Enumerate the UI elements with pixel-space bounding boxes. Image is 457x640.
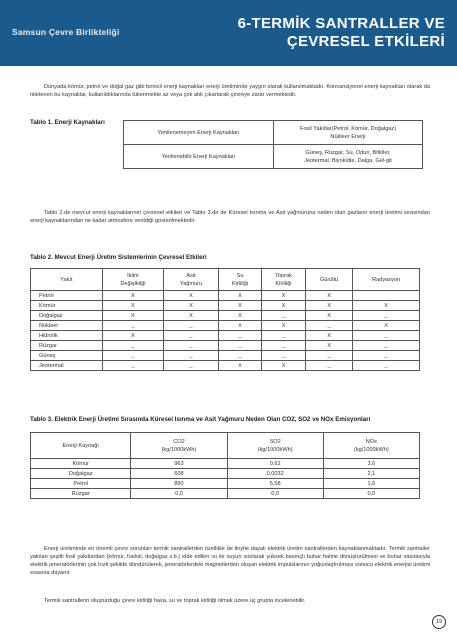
header-line: Kirliliği [231, 280, 249, 287]
cell-line: Güneş, Rüzgar, Su, Odun, Bitkiler, [305, 149, 391, 156]
table-cell: _ [353, 331, 420, 341]
table-cell: 890 [131, 479, 227, 489]
table1-caption: Tablo 1. Enerji Kaynakları [30, 119, 105, 126]
table-cell: 0,0 [323, 489, 419, 499]
row-label: Rüzgar [31, 489, 131, 499]
table-cell: X [306, 341, 353, 351]
table-cell: 0,0032 [227, 469, 323, 479]
table-cell: X [219, 291, 262, 301]
header-line: (kg/1000kWh) [257, 446, 293, 453]
header-line: Yakıt [60, 276, 73, 283]
row-label: Petrol [31, 479, 131, 489]
table-cell: X [353, 321, 420, 331]
header-line: İklim [127, 272, 139, 279]
table-cell: _ [353, 341, 420, 351]
table-cell: X [219, 301, 262, 311]
table-cell: Yenilenebilir Enerji Kaynakları [124, 145, 274, 169]
page-title [238, 15, 445, 51]
table-cell: _ [102, 361, 163, 371]
header-line: (kg/1000kWh) [353, 446, 389, 453]
energy-sources-table [123, 120, 423, 169]
table-row [31, 301, 420, 311]
table2-caption: Tablo 2. Mevcut Enerji Üretim Sistemlerinin Çevresel Etkileri [30, 254, 207, 261]
row-label: Nükleer [31, 321, 103, 331]
table-cell: 0,0 [227, 489, 323, 499]
column-header [31, 269, 103, 291]
table-cell [274, 121, 423, 145]
header-line: Değişikliği [120, 280, 146, 287]
page-title-line-2: ÇEVRESEL ETKİLERİ [286, 33, 445, 50]
table-cell: _ [353, 361, 420, 371]
column-header [102, 269, 163, 291]
header-line: Asit [186, 272, 196, 279]
column-header [227, 433, 323, 459]
row-label: Doğalgaz [31, 469, 131, 479]
table-cell: X [163, 301, 218, 311]
paragraph-4-text: Termik santrallerin oluşturduğu çevre kirliliği hava, su ve toprak kirliliği olmak üzere üç grupta incelenebilir. [44, 598, 306, 604]
column-header [306, 269, 353, 291]
page-title-line-1: 6-TERMİK SANTRALLER VE [237, 15, 445, 32]
table-cell: X [102, 291, 163, 301]
header-line: NOx [365, 438, 377, 445]
table-cell: _ [306, 361, 353, 371]
header-line: Su [236, 272, 244, 279]
table-cell: _ [261, 331, 305, 341]
table-cell: X [306, 331, 353, 341]
cell-line: Fosil Yakıtlar(Petrol, Kömür, Doğalgaz) [299, 125, 397, 132]
table-row [31, 479, 420, 489]
table-cell: _ [353, 311, 420, 321]
table-cell: _ [102, 351, 163, 361]
table-cell: X [261, 301, 305, 311]
table-cell: _ [261, 311, 305, 321]
table-row [31, 489, 420, 499]
table-header-row [31, 433, 420, 459]
table-cell: _ [306, 351, 353, 361]
table-cell: X [102, 301, 163, 311]
row-label: Kömür [31, 301, 103, 311]
row-label: Rüzgar [31, 341, 103, 351]
table-cell: X [102, 311, 163, 321]
table-cell: _ [163, 331, 218, 341]
table-row [124, 121, 423, 145]
table-cell: X [353, 301, 420, 311]
table-cell: _ [163, 321, 218, 331]
paragraph-4 [30, 597, 430, 605]
table-row [31, 469, 420, 479]
table-cell: _ [306, 321, 353, 331]
column-header [219, 269, 262, 291]
table-cell: X [306, 291, 353, 301]
table3-caption: Tablo 3. Elektrik Enerji Üretimi Sırasında Küresel Isınma ve Asit Yağmuru Neden Olan CO2, SO2 ve NOx Emisyonları [30, 416, 371, 423]
table-cell: 1,6 [323, 479, 419, 489]
table-cell: _ [163, 351, 218, 361]
table-cell: X [219, 361, 262, 371]
header-line: SO2 [269, 438, 281, 445]
column-header [163, 269, 218, 291]
table-cell: X [163, 311, 218, 321]
intro-text: Dünyada kömür, petrol ve doğal gaz gibi birincil enerji kaynakları enerji üretiminde yaygın olarak kullanılmaktadır. Konvansiyonel enerji kaynakları olarak da nitelenen bu kaynaklar, kullanıldıklarında tükenmekte az veya çok atık çıkartarak çevreye zarar vermektedir. [30, 84, 430, 98]
table-cell: 5,58 [227, 479, 323, 489]
page-number: 19 [432, 615, 446, 629]
header-line: Toprak [275, 272, 292, 279]
header-line: CO2 [173, 438, 185, 445]
table-cell: _ [102, 321, 163, 331]
table-cell: _ [261, 341, 305, 351]
table-cell: Yenilenemeyen Enerji Kaynakları [124, 121, 274, 145]
table-cell: X [163, 291, 218, 301]
table-cell: X [261, 291, 305, 301]
table-cell: _ [261, 351, 305, 361]
table-row [31, 341, 420, 351]
header-line: Enerji Kaynağı [62, 442, 99, 449]
table-cell: X [306, 301, 353, 311]
row-label: Petrol [31, 291, 103, 301]
column-header [31, 433, 131, 459]
table-cell: 0,0 [131, 489, 227, 499]
row-label: Jeotermal [31, 361, 103, 371]
table-cell: _ [219, 341, 262, 351]
header-line: Gürültü [319, 276, 339, 283]
table-cell: _ [163, 361, 218, 371]
table-cell: 608 [131, 469, 227, 479]
header-line: Yağmuru [179, 280, 203, 287]
table-cell: X [219, 321, 262, 331]
table-cell: X [261, 321, 305, 331]
paragraph-3 [30, 545, 430, 577]
table-cell [274, 145, 423, 169]
table-header-row [31, 269, 420, 291]
table-row [31, 291, 420, 301]
table-row [124, 145, 423, 169]
column-header [353, 269, 420, 291]
paragraph-3-text: Enerji üretiminde en önemli çevre sorunları termik santrallerden özellikle de linyite dayalı elektrik üretim santrallerden kaynaklanmaktadır. Termik santraller yakılan çeşitli fosil yakıtlardan (kömür, fueloil, doğalgaz v.b.) elde edilen ısı ile suyun ısıtılarak yüksek basınçlı buhar haline dönüştürülmesi ve buhar vasıtasıyla elektrik jeneratörlerinin çok hızlı şekilde döndürülerek, jeneratörlerdeki magnetlerden oluşan elektrik impulslarının yoğunlaştırılması sonucu elektrik enerjisi üretimi esasına dayanır. [30, 546, 430, 576]
table-cell: X [219, 311, 262, 321]
table-cell: _ [163, 341, 218, 351]
table-cell: X [102, 331, 163, 341]
column-header [261, 269, 305, 291]
paragraph-2-text: Tablo 2.de mevcut enerji kaynaklarının çevresel etkileri ve Tablo 3.de de Küresel Isınma ve Asit yağmuruna neden olan gazların enerji üretimi sırasından enerji kaynaklarından ne kadar atmosfere verildiği gösterilmektedir. [30, 210, 430, 224]
row-label: Doğalgaz [31, 311, 103, 321]
table-row [31, 331, 420, 341]
table-row [31, 311, 420, 321]
table-cell: _ [219, 331, 262, 341]
table-row [31, 321, 420, 331]
row-label: Güneş [31, 351, 103, 361]
environmental-effects-table [30, 268, 420, 371]
table-row [31, 459, 420, 469]
intro-paragraph [30, 83, 430, 99]
table-cell: _ [353, 351, 420, 361]
table-cell: 3,6 [323, 459, 419, 469]
table-cell: 2,1 [323, 469, 419, 479]
row-label: Hidrolik [31, 331, 103, 341]
table-cell: 0,62 [227, 459, 323, 469]
cell-line: Jeotermal, Biyokütle, Dalga, Gel-git [304, 157, 392, 164]
table-cell: 963 [131, 459, 227, 469]
organization-name: Samsun Çevre Birlikteliği [12, 27, 120, 37]
paragraph-2 [30, 209, 430, 225]
table-cell: X [306, 311, 353, 321]
row-label: Kömür [31, 459, 131, 469]
table-cell: _ [102, 341, 163, 351]
page-header [0, 0, 457, 66]
table-cell [353, 291, 420, 301]
header-line: (kg/1000kWh) [161, 446, 197, 453]
table-cell: _ [219, 351, 262, 361]
table-row [31, 351, 420, 361]
header-line: Radyasyon [372, 276, 401, 283]
header-line: Kirliliği [275, 280, 292, 287]
column-header [323, 433, 419, 459]
table-row [31, 361, 420, 371]
emissions-table [30, 432, 420, 499]
table-cell: X [261, 361, 305, 371]
column-header [131, 433, 227, 459]
cell-line: Nükleer Enerji [330, 133, 366, 140]
